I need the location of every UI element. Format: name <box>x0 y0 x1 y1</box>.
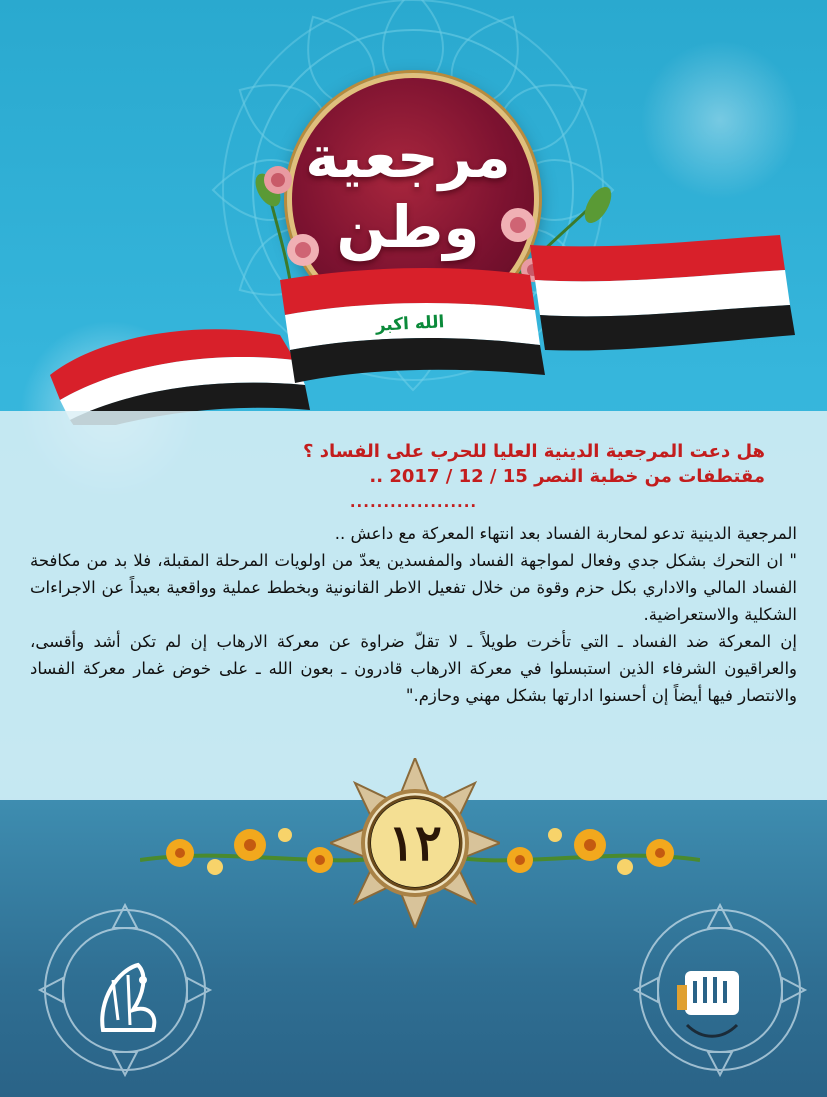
body-intro: المرجعية الدينية تدعو لمحاربة الفساد بعد انتهاء المعركة مع داعش .. <box>334 524 797 543</box>
body-text <box>30 520 797 709</box>
light-flare <box>640 40 800 200</box>
flag-takbir: الله اكبر <box>375 312 445 336</box>
body-paragraph-2: إن المعركة ضد الفساد ـ التي تأخرت طويلاً ـ لا تقلّ ضراوة عن معركة الارهاب إن لم تكن أشد وأقسى، والعراقيون الشرفاء الذين استبسلوا في معركة الارهاب قادرون ـ بعون الله ـ على خوض غمار معركة الفساد والانتصار فيها أيضاً إن أحسنوا ادارتها بشكل مهني وحازم." <box>30 632 797 705</box>
headline-source: مقتطفات من خطبة النصر 15 / 12 / 2017 .. <box>369 466 765 487</box>
title-line-2: وطن <box>336 193 480 261</box>
calligraphy-seal-icon <box>88 950 168 1045</box>
headline-question: هل دعت المرجعية الدينية العليا للحرب على الفساد ؟ <box>303 441 765 462</box>
body-paragraph-1: " ان التحرك بشكل جدي وفعال لمواجهة الفساد والمفسدين يعدّ من اولويات المرحلة المقبلة، فلا بد من مكافحة الفساد المالي والاداري بكل حزم وقوة من خلال تفعيل الاطر القانونية وبخطط عملية وواقعية بعيداً عن الاجراءات الشكلية والاستعراضية. <box>30 551 797 624</box>
title-line-1: مرجعية <box>305 123 511 191</box>
headline-divider: ................... <box>349 493 478 511</box>
badge-number: ١٢ <box>388 813 442 872</box>
institution-logo-icon <box>677 965 747 1055</box>
